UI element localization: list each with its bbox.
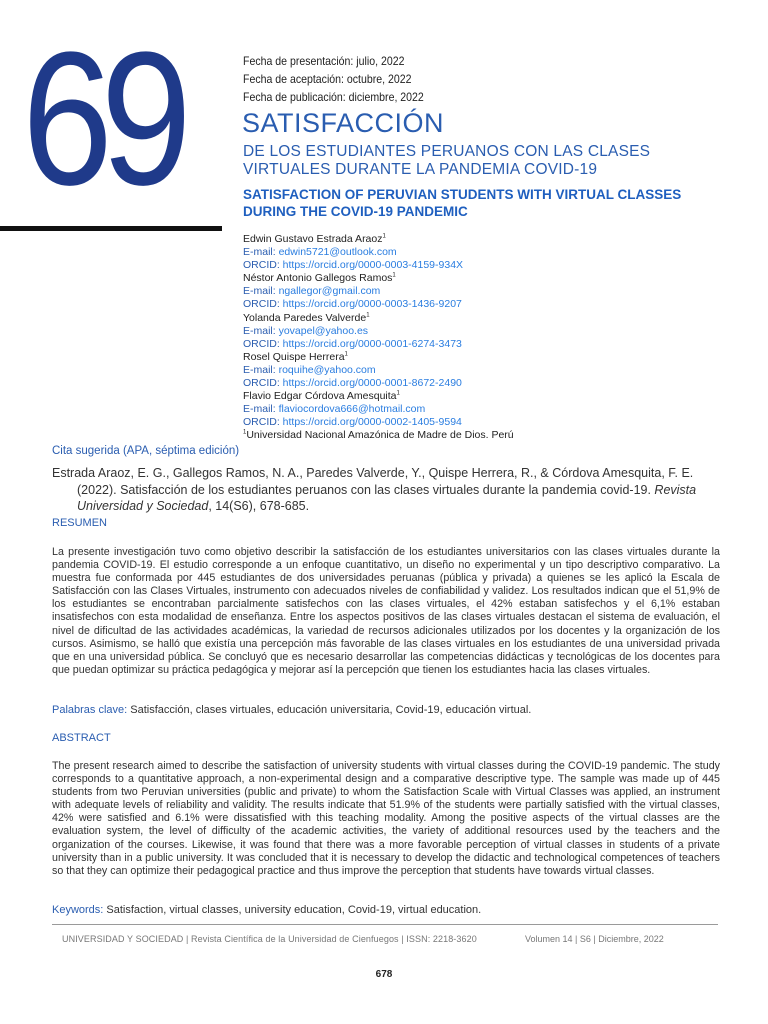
- author-orcid-link[interactable]: https://orcid.org/0000-0003-4159-934X: [282, 259, 464, 272]
- author-orcid-link[interactable]: https://orcid.org/0000-0003-1436-9207: [282, 298, 462, 311]
- email-label: E-mail:: [243, 246, 276, 259]
- author-orcid-link[interactable]: https://orcid.org/0000-0002-1405-9594: [282, 416, 462, 429]
- header-rule: [0, 226, 222, 231]
- citation-volume: , 14(S6), 678-685.: [208, 499, 310, 513]
- email-label: E-mail:: [243, 324, 276, 337]
- title-spanish-subtitle: DE LOS ESTUDIANTES PERUANOS CON LAS CLASES VIRTUALES DURANTE LA PANDEMIA COVID-19: [243, 143, 651, 178]
- author-orcid-link[interactable]: https://orcid.org/0000-0001-8672-2490: [282, 377, 462, 390]
- resumen-heading: RESUMEN: [52, 517, 108, 529]
- author-email-link[interactable]: ngallegor@gmail.com: [278, 285, 381, 298]
- author-email-link[interactable]: edwin5721@outlook.com: [278, 246, 397, 259]
- author-block: [243, 351, 723, 390]
- date-aceptacion: Fecha de aceptación: octubre, 2022: [243, 72, 412, 86]
- author-email-link[interactable]: flaviocordova666@hotmail.com: [278, 403, 426, 416]
- affiliation-mark: 1: [344, 351, 348, 358]
- author-name: Edwin Gustavo Estrada Araoz: [243, 233, 383, 245]
- email-label: E-mail:: [243, 363, 276, 376]
- keywords-label: Keywords:: [52, 904, 104, 916]
- author-name: Yolanda Paredes Valverde: [243, 311, 367, 324]
- author-block: [243, 312, 723, 351]
- orcid-label: ORCID:: [243, 377, 280, 390]
- affiliation: Universidad Nacional Amazónica de Madre de Dios. Perú: [246, 429, 514, 442]
- affiliation-mark: 1: [396, 390, 400, 397]
- affiliation-mark: 1: [366, 312, 370, 319]
- palabras-clave: [52, 704, 531, 716]
- keywords-text: Satisfaction, virtual classes, university education, Covid-19, virtual education.: [103, 904, 482, 916]
- email-label: E-mail:: [243, 285, 276, 298]
- author-block: [243, 233, 723, 272]
- orcid-label: ORCID:: [243, 416, 280, 429]
- orcid-label: ORCID:: [243, 337, 280, 350]
- keywords: [52, 904, 481, 916]
- footer-journal-info: UNIVERSIDAD Y SOCIEDAD | Revista Científica de la Universidad de Cienfuegos | ISSN: 2218-3620: [62, 934, 477, 944]
- page-number: 678: [375, 969, 393, 980]
- palabras-clave-label: Palabras clave:: [52, 704, 128, 716]
- author-block: [243, 390, 723, 429]
- palabras-clave-text: Satisfacción, clases virtuales, educación universitaria, Covid-19, educación virtual.: [127, 704, 532, 716]
- title-spanish-main: SATISFACCIÓN: [242, 108, 445, 138]
- author-email-link[interactable]: roquihe@yahoo.com: [278, 363, 376, 376]
- affiliation-mark: 1: [392, 272, 396, 279]
- date-presentacion: Fecha de presentación: julio, 2022: [243, 54, 405, 68]
- citation-body: Estrada Araoz, E. G., Gallegos Ramos, N. A., Paredes Valverde, Y., Quispe Herrera, R., & Córdova Amesquita, F. E. (2022). Satisfacción de los estudiantes peruanos con las clases virtuales durante la pandemia covid-19.: [52, 466, 694, 497]
- email-label: E-mail:: [243, 403, 276, 416]
- orcid-label: ORCID:: [243, 298, 280, 311]
- publication-dates: [243, 52, 507, 106]
- abstract-heading: ABSTRACT: [52, 732, 111, 744]
- citation-heading: Cita sugerida (APA, séptima edición): [52, 445, 240, 457]
- citation-journal: Revista Universidad y Sociedad: [77, 482, 697, 513]
- author-orcid-link[interactable]: https://orcid.org/0000-0001-6274-3473: [282, 337, 462, 350]
- article-number: 69: [22, 13, 180, 225]
- abstract-text: The present research aimed to describe the satisfaction of university students with virtual classes during the COVID-19 pandemic. The study corresponds to a quantitative approach, a non-experimental design and a comparative descriptive type. The sample was made up of 445 students from two Peruvian universities (public and private) to whom the Satisfaction Scale with Virtual Classes was applied, an instrument with adequate levels of reliability and validity. The results indicate that 51.9% of the students were partially satisfied with the virtual classes, 42% were satisfied and 6.1% were dissatisfied with this teaching modality. Among the positive aspects of the virtual classes are the evaluation system, the level of difficulty of the academic activities, the variety of additional resources used by the teachers and the organization of the courses. Likewise, it was found that there was a more favorable perception of virtual classes in students of a private university than in a public university. It was concluded that it is necessary to develop the didactic and technological competences of teachers so that they can optimize their pedagogical practice and thus improve the perception that students have towards virtual classes.: [52, 760, 720, 877]
- author-list: [243, 233, 723, 443]
- orcid-label: ORCID:: [243, 259, 280, 272]
- author-name: Flavio Edgar Córdova Amesquita: [243, 390, 397, 403]
- author-name: Rosel Quispe Herrera: [243, 350, 345, 363]
- author-email-link[interactable]: yovapel@yahoo.es: [278, 324, 369, 337]
- citation-text: [52, 465, 720, 515]
- affiliation-mark: 1: [243, 429, 247, 436]
- affiliation-mark: 1: [382, 233, 386, 240]
- resumen-text: La presente investigación tuvo como objetivo describir la satisfacción de los estudiantes universitarios con las clases virtuales durante la pandemia COVID-19. El estudio corresponde a un enfoque cuantitativo, un diseño no experimental y un tipo descriptivo comparativo. La muestra fue conformada por 445 estudiantes de dos universidades peruanas (pública y privada) a quienes se les aplicó la Escala de Satisfacción con las Clases Virtuales, instrumento con adecuados niveles de confiabilidad y validez. Los resultados indican que el 51,9% de los estudiantes se encontraban parcialmente satisfechos con las clases virtuales, el 42% estaban satisfechos y el 6,1% estaban insatisfechos con esta modalidad de enseñanza. Entre los aspectos positivos de las clases virtuales destacan el sistema de evaluación, el nivel de dificultad de las actividades académicas, la variedad de recursos adicionales utilizados por los docentes y la organización de los cursos. Asimismo, se halló que existía una percepción más favorable de las clases virtuales en los estudiantes de una universidad privada que en una universidad pública. Se concluyó que es necesario desarrollar las competencias didácticas y tecnológicas de los docentes para que puedan optimizar su práctica pedagógica y mejorar así la percepción que tienen los estudiantes hacia las clases virtuales.: [52, 546, 720, 676]
- footer-volume-info: Volumen 14 | S6 | Diciembre, 2022: [525, 934, 664, 944]
- date-publicacion: Fecha de publicación: diciembre, 2022: [243, 90, 424, 104]
- footer-rule: [52, 924, 718, 925]
- title-english: SATISFACTION OF PERUVIAN STUDENTS WITH VIRTUAL CLASSES DURING THE COVID-19 PANDEMIC: [243, 187, 682, 219]
- author-name: Néstor Antonio Gallegos Ramos: [243, 272, 393, 285]
- author-block: [243, 272, 723, 311]
